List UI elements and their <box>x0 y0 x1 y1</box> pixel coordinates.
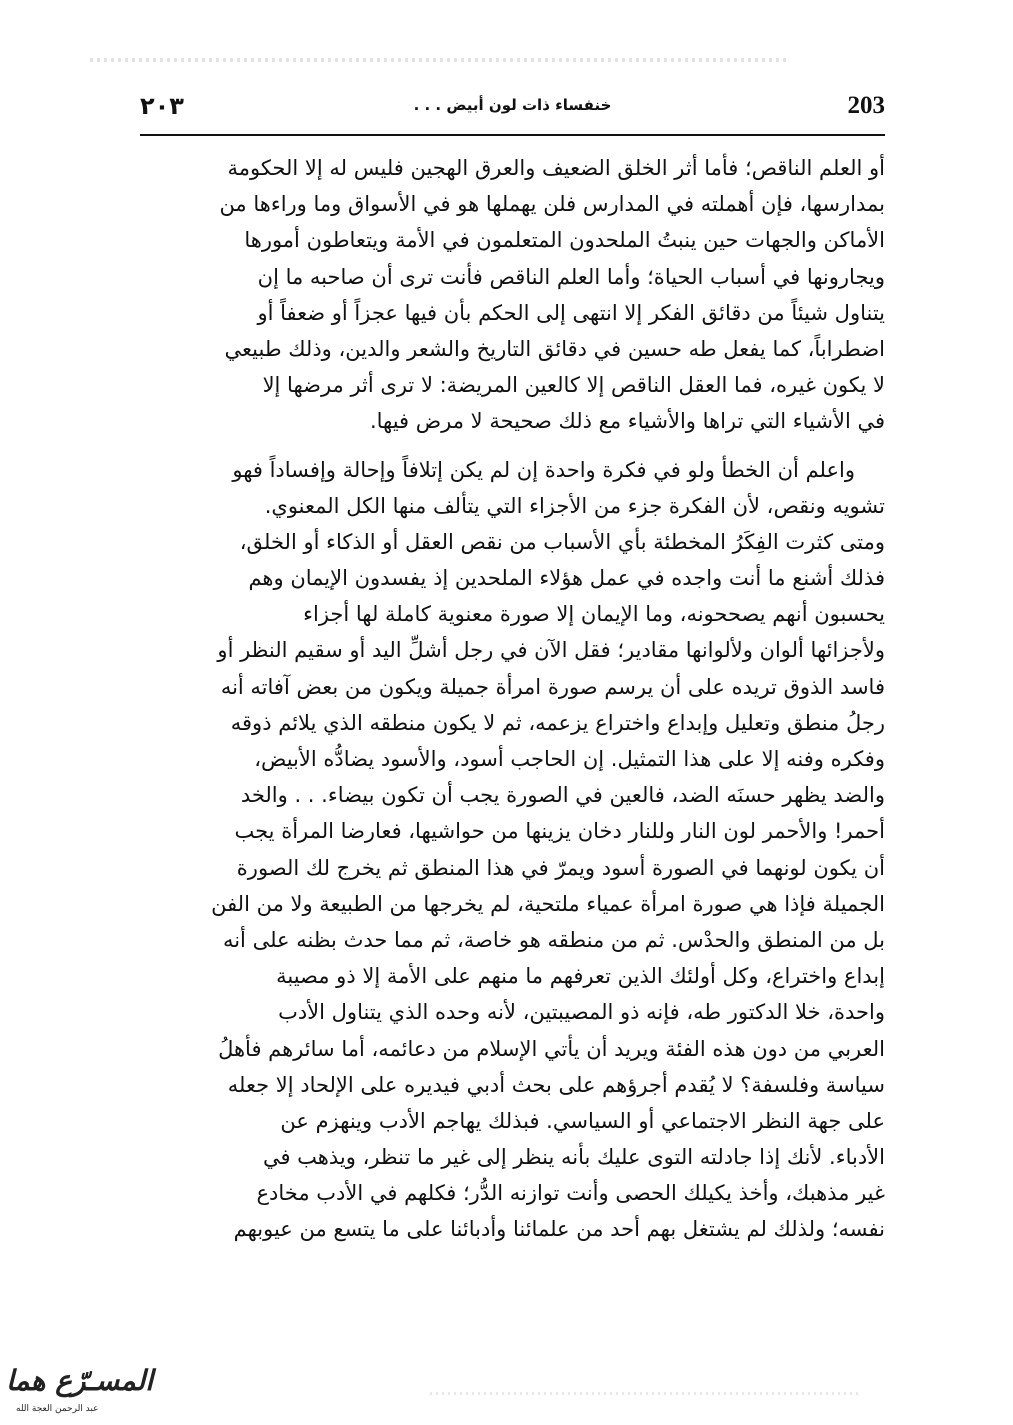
text-line: رجلُ منطق وتعليل وإبداع واختراع يزعمه، ثم لا يكون منطقه الذي يلائم ذوقه <box>230 710 885 735</box>
text-line: الجميلة فإذا هي صورة امرأة عمياء ملتحية، لم يخرجها من الطبيعة ولا من الفن <box>211 891 885 916</box>
text-line: أو العلم الناقص؛ فأما أثر الخلق الضعيف والعرق الهجين فليس له إلا الحكومة <box>227 156 885 180</box>
text-line: سياسة وفلسفة؟ لا يُقدم أجرؤهم على بحث أدبي فيديره على الإلحاد إلا جعله <box>227 1072 885 1097</box>
text-line: ومتى كثرت الفِكَرُ المخطئة بأي الأسباب من نقص العقل أو الذكاء أو الخلق، <box>239 529 885 554</box>
page-number-arabic: ٢٠٣ <box>140 92 184 120</box>
paragraph-2 <box>140 452 885 1248</box>
text-line: الأدباء. لأنك إذا جادلته التوى عليك بأنه ينظر إلى غير ما تنظر، ويذهب في <box>262 1145 885 1170</box>
text-line: لا يكون غيره، فما العقل الناقص إلا كالعين المريضة: لا ترى أثر مرضها إلا <box>262 373 885 398</box>
text-line: واعلم أن الخطأ ولو في فكرة واحدة إن لم يكن إتلافاً وإحالة وإفساداً فهو <box>232 457 855 482</box>
text-line: فاسد الذوق تريده على أن يرسم صورة امرأة جميلة ويكون من بعض آفاته أنه <box>220 674 885 699</box>
watermark-signature <box>4 1362 154 1420</box>
text-line: العربي من دون هذه الفئة ويريد أن يأتي الإسلام من دعائمه، أما سائرهم فأهلُ <box>218 1036 885 1061</box>
text-line: الأماكن والجهات حين ينبتُ الملحدون المتعلمون في الأمة ويتعاطون أمورها <box>244 228 885 253</box>
text-line: ولأجزائها ألوان ولألوانها مقادير؛ فقل الآن في رجل أشلِّ اليد أو سقيم النظر أو <box>217 638 885 663</box>
paragraph-1 <box>140 150 885 440</box>
text-line: أن يكون لونهما في الصورة أسود ويمرّ في هذا المنطق ثم يخرج لك الصورة <box>236 855 885 880</box>
text-line: والضد يظهر حسنَه الضد، فالعين في الصورة يجب أن تكون بيضاء. . . والخد <box>240 783 885 808</box>
page-number-latin: 203 <box>847 92 885 119</box>
text-line: يتناول شيئاً من دقائق الفكر إلا انتهى إلى الحكم بأن فيها عجزاً أو ضعفاً أو <box>257 300 885 325</box>
scan-artifact-bottom <box>430 1392 860 1395</box>
text-line: ويجارونها في أسباب الحياة؛ وأما العلم الناقص فأنت ترى أن صاحبه ما إن <box>257 264 885 289</box>
text-line: على جهة النظر الاجتماعي أو السياسي. فبذلك يهاجم الأدب وينهزم عن <box>280 1108 885 1133</box>
text-line: فذلك أشنع ما أنت واجده في عمل هؤلاء الملحدين إذ يفسدون الإيمان وهم <box>248 566 885 591</box>
text-line: أحمر! والأحمر لون النار وللنار دخان يزينها من حواشيها، فعارضا المرأة يجب <box>234 819 885 844</box>
text-line: وفكره وفنه إلا على هذا التمثيل. إن الحاجب أسود، والأسود يضادُّه الأبيض، <box>254 747 885 771</box>
text-line: إبداع واختراع، وكل أولئك الذين تعرفهم ما منهم على الأمة إلا ذو مصيبة <box>276 964 885 989</box>
page-header <box>140 92 885 132</box>
text-line: غير مذهبك، وأخذ يكيلك الحصى وأنت توازنه الدُّر؛ فكلهم في الأدب مخادع <box>256 1181 885 1206</box>
running-title: خنفساء ذات لون أبيض . . . <box>413 96 612 114</box>
text-line: اضطراباً، كما يفعل طه حسين في دقائق التاريخ والشعر والدين، وذلك طبيعي <box>224 336 885 361</box>
scan-artifact-top <box>90 58 790 62</box>
watermark-sub-text: عبد الرحمن العجة الله <box>16 1404 99 1414</box>
text-line: في الأشياء التي تراها والأشياء مع ذلك صحيحة لا مرض فيها. <box>369 409 885 434</box>
text-line: بل من المنطق والحدْس. ثم من منطقه هو خاصة، ثم مما حدث بظنه على أنه <box>222 927 885 952</box>
watermark-main-text: المسـرّع هما <box>6 1364 154 1397</box>
text-line: نفسه؛ ولذلك لم يشتغل بهم أحد من علمائنا وأدبائنا على ما يتسع من عيوبهم <box>233 1217 885 1242</box>
text-line: يحسبون أنهم يصححونه، وما الإيمان إلا صورة معنوية كاملة لها أجزاء <box>303 602 885 627</box>
header-rule <box>140 134 885 136</box>
text-line: واحدة، خلا الدكتور طه، فإنه ذو المصيبتين، لأنه وحده الذي يتناول الأدب <box>278 1000 885 1025</box>
text-line: تشويه ونقص، لأن الفكرة جزء من الأجزاء التي يتألف منها الكل المعنوي. <box>264 493 885 518</box>
body-text <box>140 150 885 1248</box>
text-line: بمدارسها، فإن أهملته في المدارس فلن يهملها هو في الأسواق وما وراءها من <box>219 192 885 217</box>
